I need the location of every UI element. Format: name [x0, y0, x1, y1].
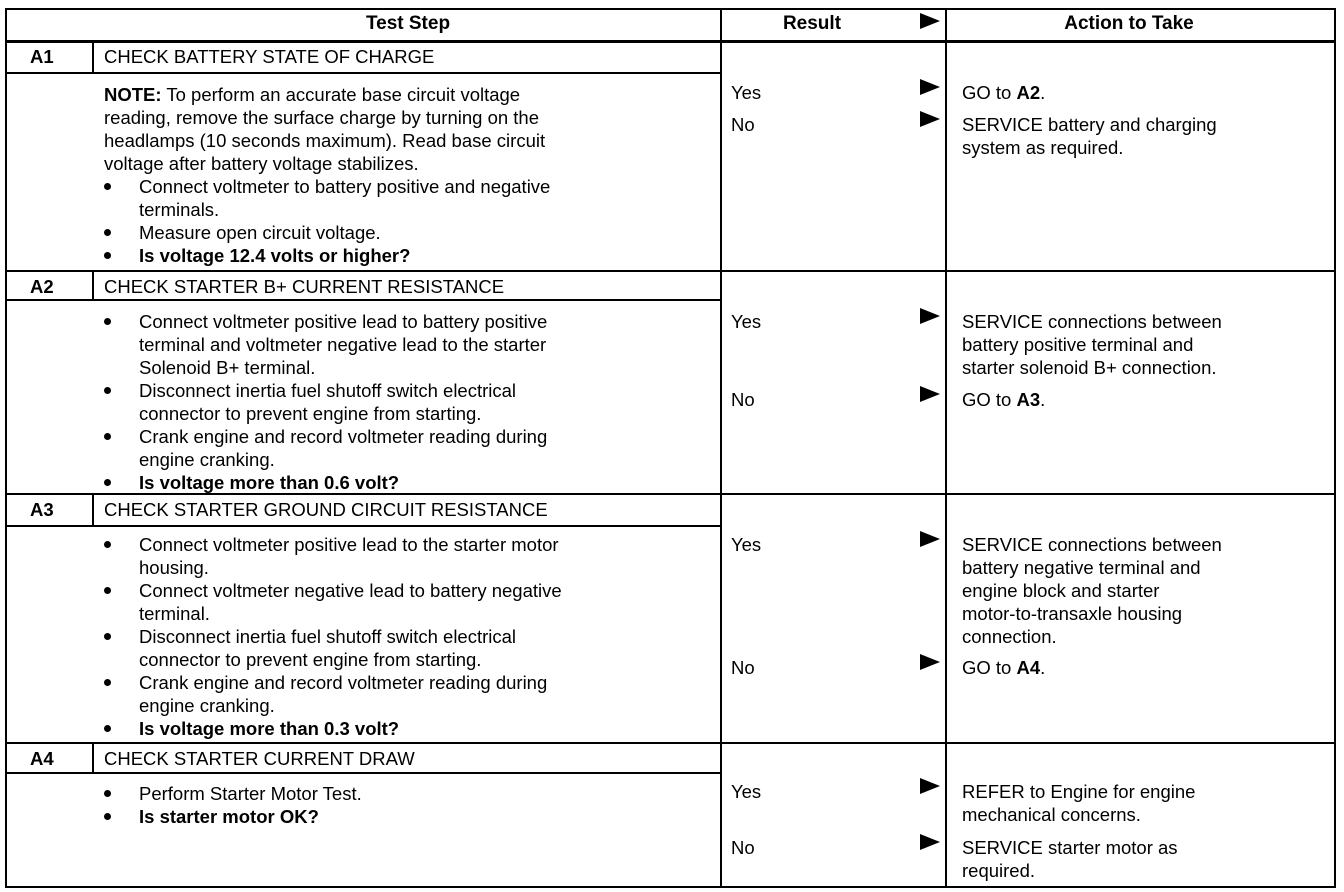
bullet-line: Connect voltmeter positive lead to battery positive — [139, 311, 548, 332]
result-label: No — [731, 389, 755, 410]
action-line: battery positive terminal and — [962, 334, 1194, 355]
action-line: starter solenoid B+ connection. — [962, 357, 1217, 378]
bullet-icon — [104, 433, 111, 440]
header-action: Action to Take — [1064, 13, 1194, 34]
header-arrow-icon — [920, 13, 940, 29]
bullet-icon — [104, 679, 111, 686]
step-title-divider — [5, 299, 720, 301]
bullet-line: terminal and voltmeter negative lead to the starter — [139, 334, 547, 355]
bullet-icon — [104, 183, 111, 190]
bullet-icon — [104, 229, 111, 236]
action-line: SERVICE starter motor as — [962, 837, 1178, 858]
bullet-line: Crank engine and record voltmeter reading during — [139, 426, 548, 447]
step-id-divider — [92, 493, 94, 525]
table-border-bottom — [5, 886, 1334, 888]
bullet-line: terminals. — [139, 199, 220, 220]
table-border-right — [1334, 8, 1336, 888]
bullet-icon — [104, 387, 111, 394]
row-divider — [5, 493, 1334, 495]
bullet-line: Is voltage more than 0.6 volt? — [139, 472, 400, 493]
result-label: No — [731, 837, 755, 858]
bullet-icon — [104, 790, 111, 797]
bullet-line: Disconnect inertia fuel shutoff switch electrical — [139, 380, 517, 401]
bullet-icon — [104, 587, 111, 594]
bullet-icon — [104, 633, 111, 640]
table-border-top — [5, 8, 1334, 10]
action-line: battery negative terminal and — [962, 557, 1201, 578]
row-divider — [5, 742, 1334, 744]
bullet-line: engine cranking. — [139, 449, 275, 470]
bullet-line: connector to prevent engine from starting. — [139, 649, 482, 670]
header-result: Result — [782, 13, 842, 34]
step-title: CHECK STARTER B+ CURRENT RESISTANCE — [104, 276, 505, 297]
bullet-line: terminal. — [139, 603, 210, 624]
action-line: GO to A2. — [962, 82, 1046, 103]
result-arrow-icon — [920, 111, 940, 127]
bullet-icon — [104, 541, 111, 548]
note-line: reading, remove the surface charge by turning on the — [104, 107, 540, 128]
action-line: SERVICE connections between — [962, 534, 1222, 555]
action-line: motor-to-transaxle housing — [962, 603, 1183, 624]
bullet-icon — [104, 813, 111, 820]
bullet-line: Is voltage more than 0.3 volt? — [139, 718, 400, 739]
bullet-line: Is starter motor OK? — [139, 806, 319, 827]
bullet-line: Crank engine and record voltmeter reading during — [139, 672, 548, 693]
step-id: A3 — [30, 499, 54, 520]
action-line: engine block and starter — [962, 580, 1160, 601]
result-label: No — [731, 657, 755, 678]
bullet-line: connector to prevent engine from starting. — [139, 403, 482, 424]
note-line: NOTE: To perform an accurate base circuit voltage — [104, 84, 521, 105]
column-divider — [720, 8, 722, 886]
action-line: system as required. — [962, 137, 1124, 158]
step-title-divider — [5, 72, 720, 74]
result-arrow-icon — [920, 654, 940, 670]
result-arrow-icon — [920, 79, 940, 95]
result-label: No — [731, 114, 755, 135]
step-id: A1 — [30, 46, 54, 67]
bullet-icon — [104, 725, 111, 732]
bullet-icon — [104, 479, 111, 486]
header-divider — [5, 40, 1334, 43]
bullet-line: Connect voltmeter positive lead to the starter motor — [139, 534, 559, 555]
bullet-line: Connect voltmeter negative lead to battery negative — [139, 580, 562, 601]
column-divider — [945, 8, 947, 886]
bullet-icon — [104, 318, 111, 325]
step-title: CHECK BATTERY STATE OF CHARGE — [104, 46, 435, 67]
result-arrow-icon — [920, 531, 940, 547]
action-line: GO to A4. — [962, 657, 1046, 678]
action-line: mechanical concerns. — [962, 804, 1141, 825]
action-line: SERVICE battery and charging — [962, 114, 1217, 135]
result-arrow-icon — [920, 386, 940, 402]
bullet-line: Perform Starter Motor Test. — [139, 783, 362, 804]
row-divider — [5, 270, 1334, 272]
bullet-line: Disconnect inertia fuel shutoff switch electrical — [139, 626, 517, 647]
step-id: A2 — [30, 276, 54, 297]
step-id-divider — [92, 742, 94, 772]
note-line: headlamps (10 seconds maximum). Read base circuit — [104, 130, 546, 151]
action-line: connection. — [962, 626, 1057, 647]
bullet-line: engine cranking. — [139, 695, 275, 716]
bullet-line: Solenoid B+ terminal. — [139, 357, 316, 378]
result-label: Yes — [731, 534, 762, 555]
result-arrow-icon — [920, 778, 940, 794]
table-border-left — [5, 8, 7, 888]
step-id-divider — [92, 40, 94, 72]
action-line: REFER to Engine for engine — [962, 781, 1196, 802]
action-line: SERVICE connections between — [962, 311, 1222, 332]
result-arrow-icon — [920, 834, 940, 850]
bullet-line: Is voltage 12.4 volts or higher? — [139, 245, 411, 266]
result-label: Yes — [731, 781, 762, 802]
step-id-divider — [92, 270, 94, 299]
header-test-step: Test Step — [365, 13, 451, 34]
step-title-divider — [5, 772, 720, 774]
step-title: CHECK STARTER GROUND CIRCUIT RESISTANCE — [104, 499, 548, 520]
note-line: voltage after battery voltage stabilizes. — [104, 153, 419, 174]
action-line: GO to A3. — [962, 389, 1046, 410]
bullet-line: Measure open circuit voltage. — [139, 222, 381, 243]
bullet-line: housing. — [139, 557, 209, 578]
action-line: required. — [962, 860, 1036, 881]
note-label: NOTE: — [104, 84, 162, 105]
step-title-divider — [5, 525, 720, 527]
result-label: Yes — [731, 82, 762, 103]
result-arrow-icon — [920, 308, 940, 324]
step-id: A4 — [30, 748, 54, 769]
bullet-icon — [104, 252, 111, 259]
result-label: Yes — [731, 311, 762, 332]
bullet-line: Connect voltmeter to battery positive and negative — [139, 176, 551, 197]
step-title: CHECK STARTER CURRENT DRAW — [104, 748, 415, 769]
